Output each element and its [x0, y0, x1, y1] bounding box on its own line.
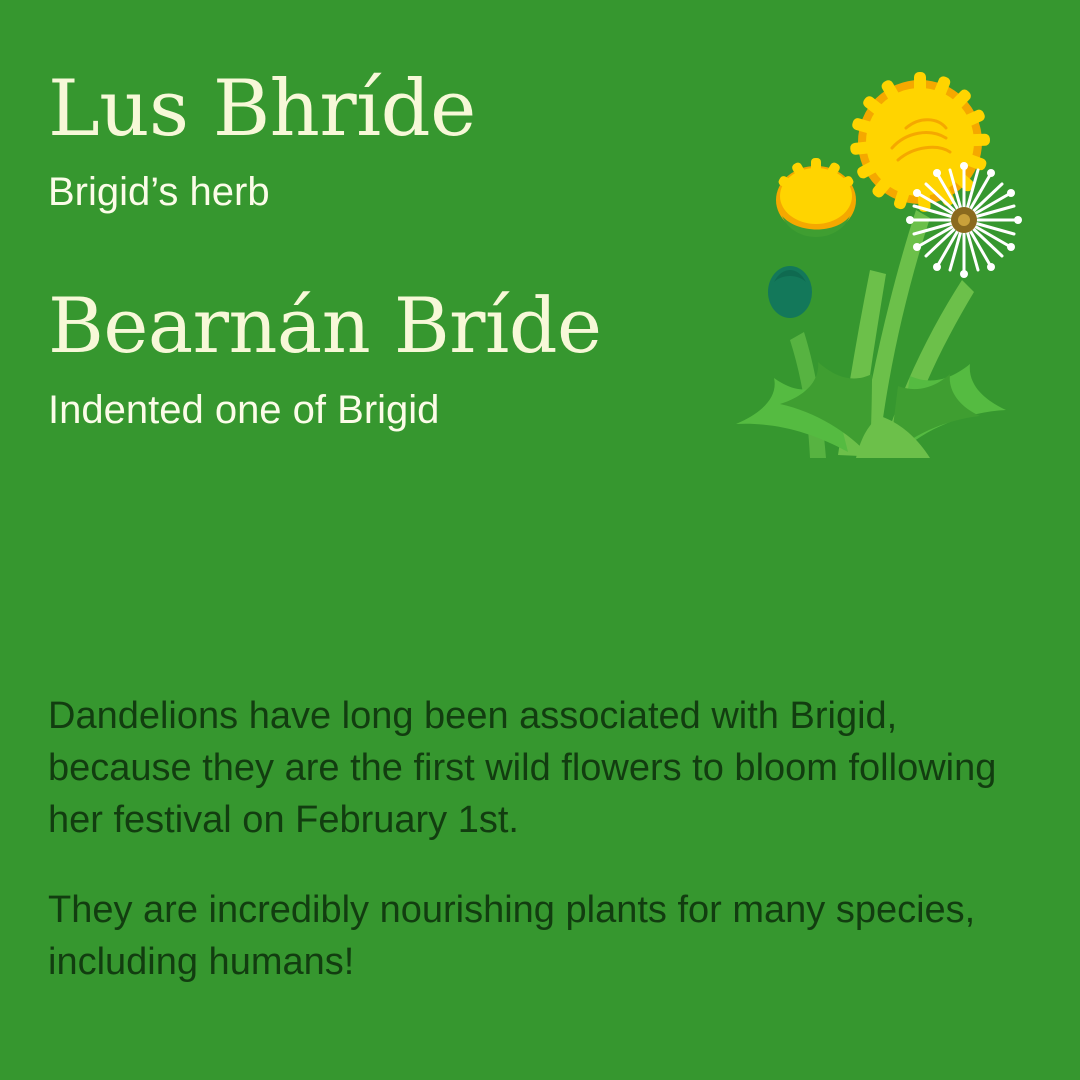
dandelion-plant-icon [730, 60, 1050, 480]
title-translation-primary: Brigid’s herb [48, 170, 270, 214]
dandelion-flower-small [776, 158, 856, 237]
title-block [48, 64, 748, 434]
body-paragraph-1: Dandelions have long been associated with Brigid, because they are the first wild flowers to bloom following her festival on February 1st. [48, 695, 997, 842]
body-text-block [48, 690, 1028, 988]
title-translation-secondary: Indented one of Brigid [48, 388, 440, 432]
page-title-irish-secondary: Bearnán Bríde [48, 281, 602, 370]
page-title-irish-primary: Lus Bhríde [48, 64, 476, 154]
dandelion-bud [768, 266, 812, 318]
body-paragraph-2: They are incredibly nourishing plants for many species, including humans! [48, 889, 976, 984]
leaves [736, 362, 1006, 458]
